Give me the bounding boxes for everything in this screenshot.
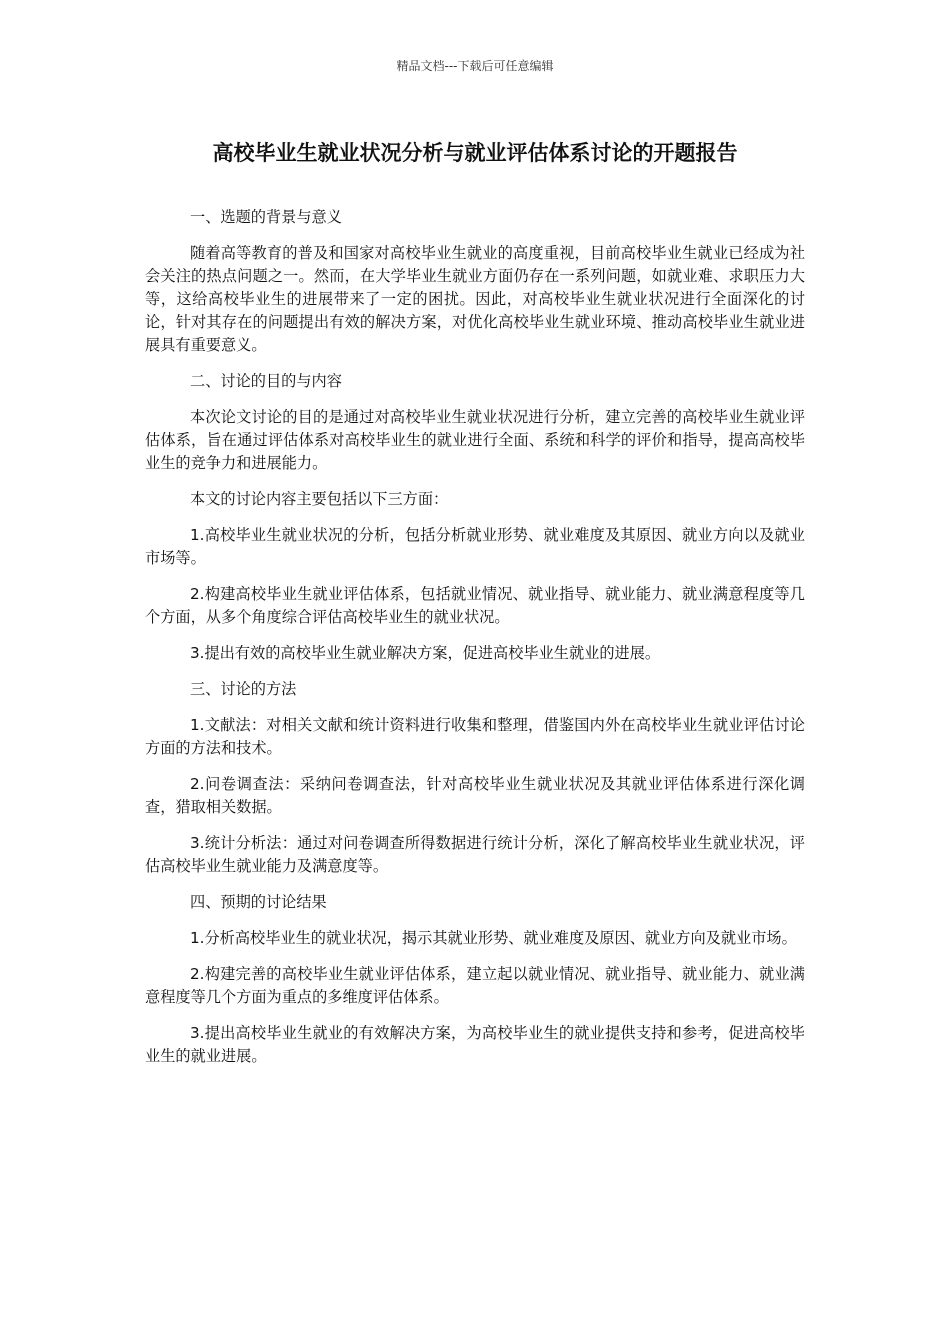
result-item-1: 1.分析高校毕业生的就业状况，揭示其就业形势、就业难度及原因、就业方向及就业市场。 <box>190 929 797 947</box>
result-item-3: 3.提出高校毕业生就业的有效解决方案，为高校毕业生的就业提供支持和参考，促进高校毕业生的就业进展。 <box>145 1024 805 1065</box>
result-item-2: 2.构建完善的高校毕业生就业评估体系，建立起以就业情况、就业指导、就业能力、就业满意程度等几个方面为重点的多维度评估体系。 <box>145 965 805 1006</box>
paragraph-purpose: 本次论文讨论的目的是通过对高校毕业生就业状况进行分析，建立完善的高校毕业生就业评估体系，旨在通过评估体系对高校毕业生的就业进行全面、系统和科学的评价和指导，提高高校毕业生的竞争力和进展能力。 <box>145 408 805 472</box>
paragraph-background: 随着高等教育的普及和国家对高校毕业生就业的高度重视，目前高校毕业生就业已经成为社会关注的热点问题之一。然而，在大学毕业生就业方面仍存在一系列问题，如就业难、求职压力大等，这给高校毕业生的进展带来了一定的困扰。因此，对高校毕业生就业状况进行全面深化的讨论，针对其存在的问题提出有效的解决方案，对优化高校毕业生就业环境、推动高校毕业生就业进展具有重要意义。 <box>145 244 805 354</box>
content-item-1: 1.高校毕业生就业状况的分析，包括分析就业形势、就业难度及其原因、就业方向以及就业市场等。 <box>145 526 805 567</box>
section-heading-results: 四、预期的讨论结果 <box>190 893 327 911</box>
content-item-2: 2.构建高校毕业生就业评估体系，包括就业情况、就业指导、就业能力、就业满意程度等几个方面，从多个角度综合评估高校毕业生的就业状况。 <box>145 585 805 626</box>
header-note: 精品文档---下载后可任意编辑 <box>396 59 554 73</box>
method-item-1: 1.文献法：对相关文献和统计资料进行收集和整理，借鉴国内外在高校毕业生就业评估讨论方面的方法和技术。 <box>145 716 805 757</box>
section-heading-purpose: 二、讨论的目的与内容 <box>190 372 342 390</box>
section-heading-methods: 三、讨论的方法 <box>190 680 297 698</box>
paragraph-content-intro: 本文的讨论内容主要包括以下三方面： <box>190 490 449 508</box>
document-body <box>145 206 805 1081</box>
method-item-3: 3.统计分析法：通过对问卷调查所得数据进行统计分析，深化了解高校毕业生就业状况，评估高校毕业生就业能力及满意度等。 <box>145 834 805 875</box>
section-heading-background: 一、选题的背景与意义 <box>190 208 342 226</box>
content-item-3: 3.提出有效的高校毕业生就业解决方案，促进高校毕业生就业的进展。 <box>190 644 661 662</box>
document-title: 高校毕业生就业状况分析与就业评估体系讨论的开题报告 <box>212 141 738 165</box>
method-item-2: 2.问卷调查法：采纳问卷调查法，针对高校毕业生就业状况及其就业评估体系进行深化调查，猎取相关数据。 <box>145 775 805 816</box>
